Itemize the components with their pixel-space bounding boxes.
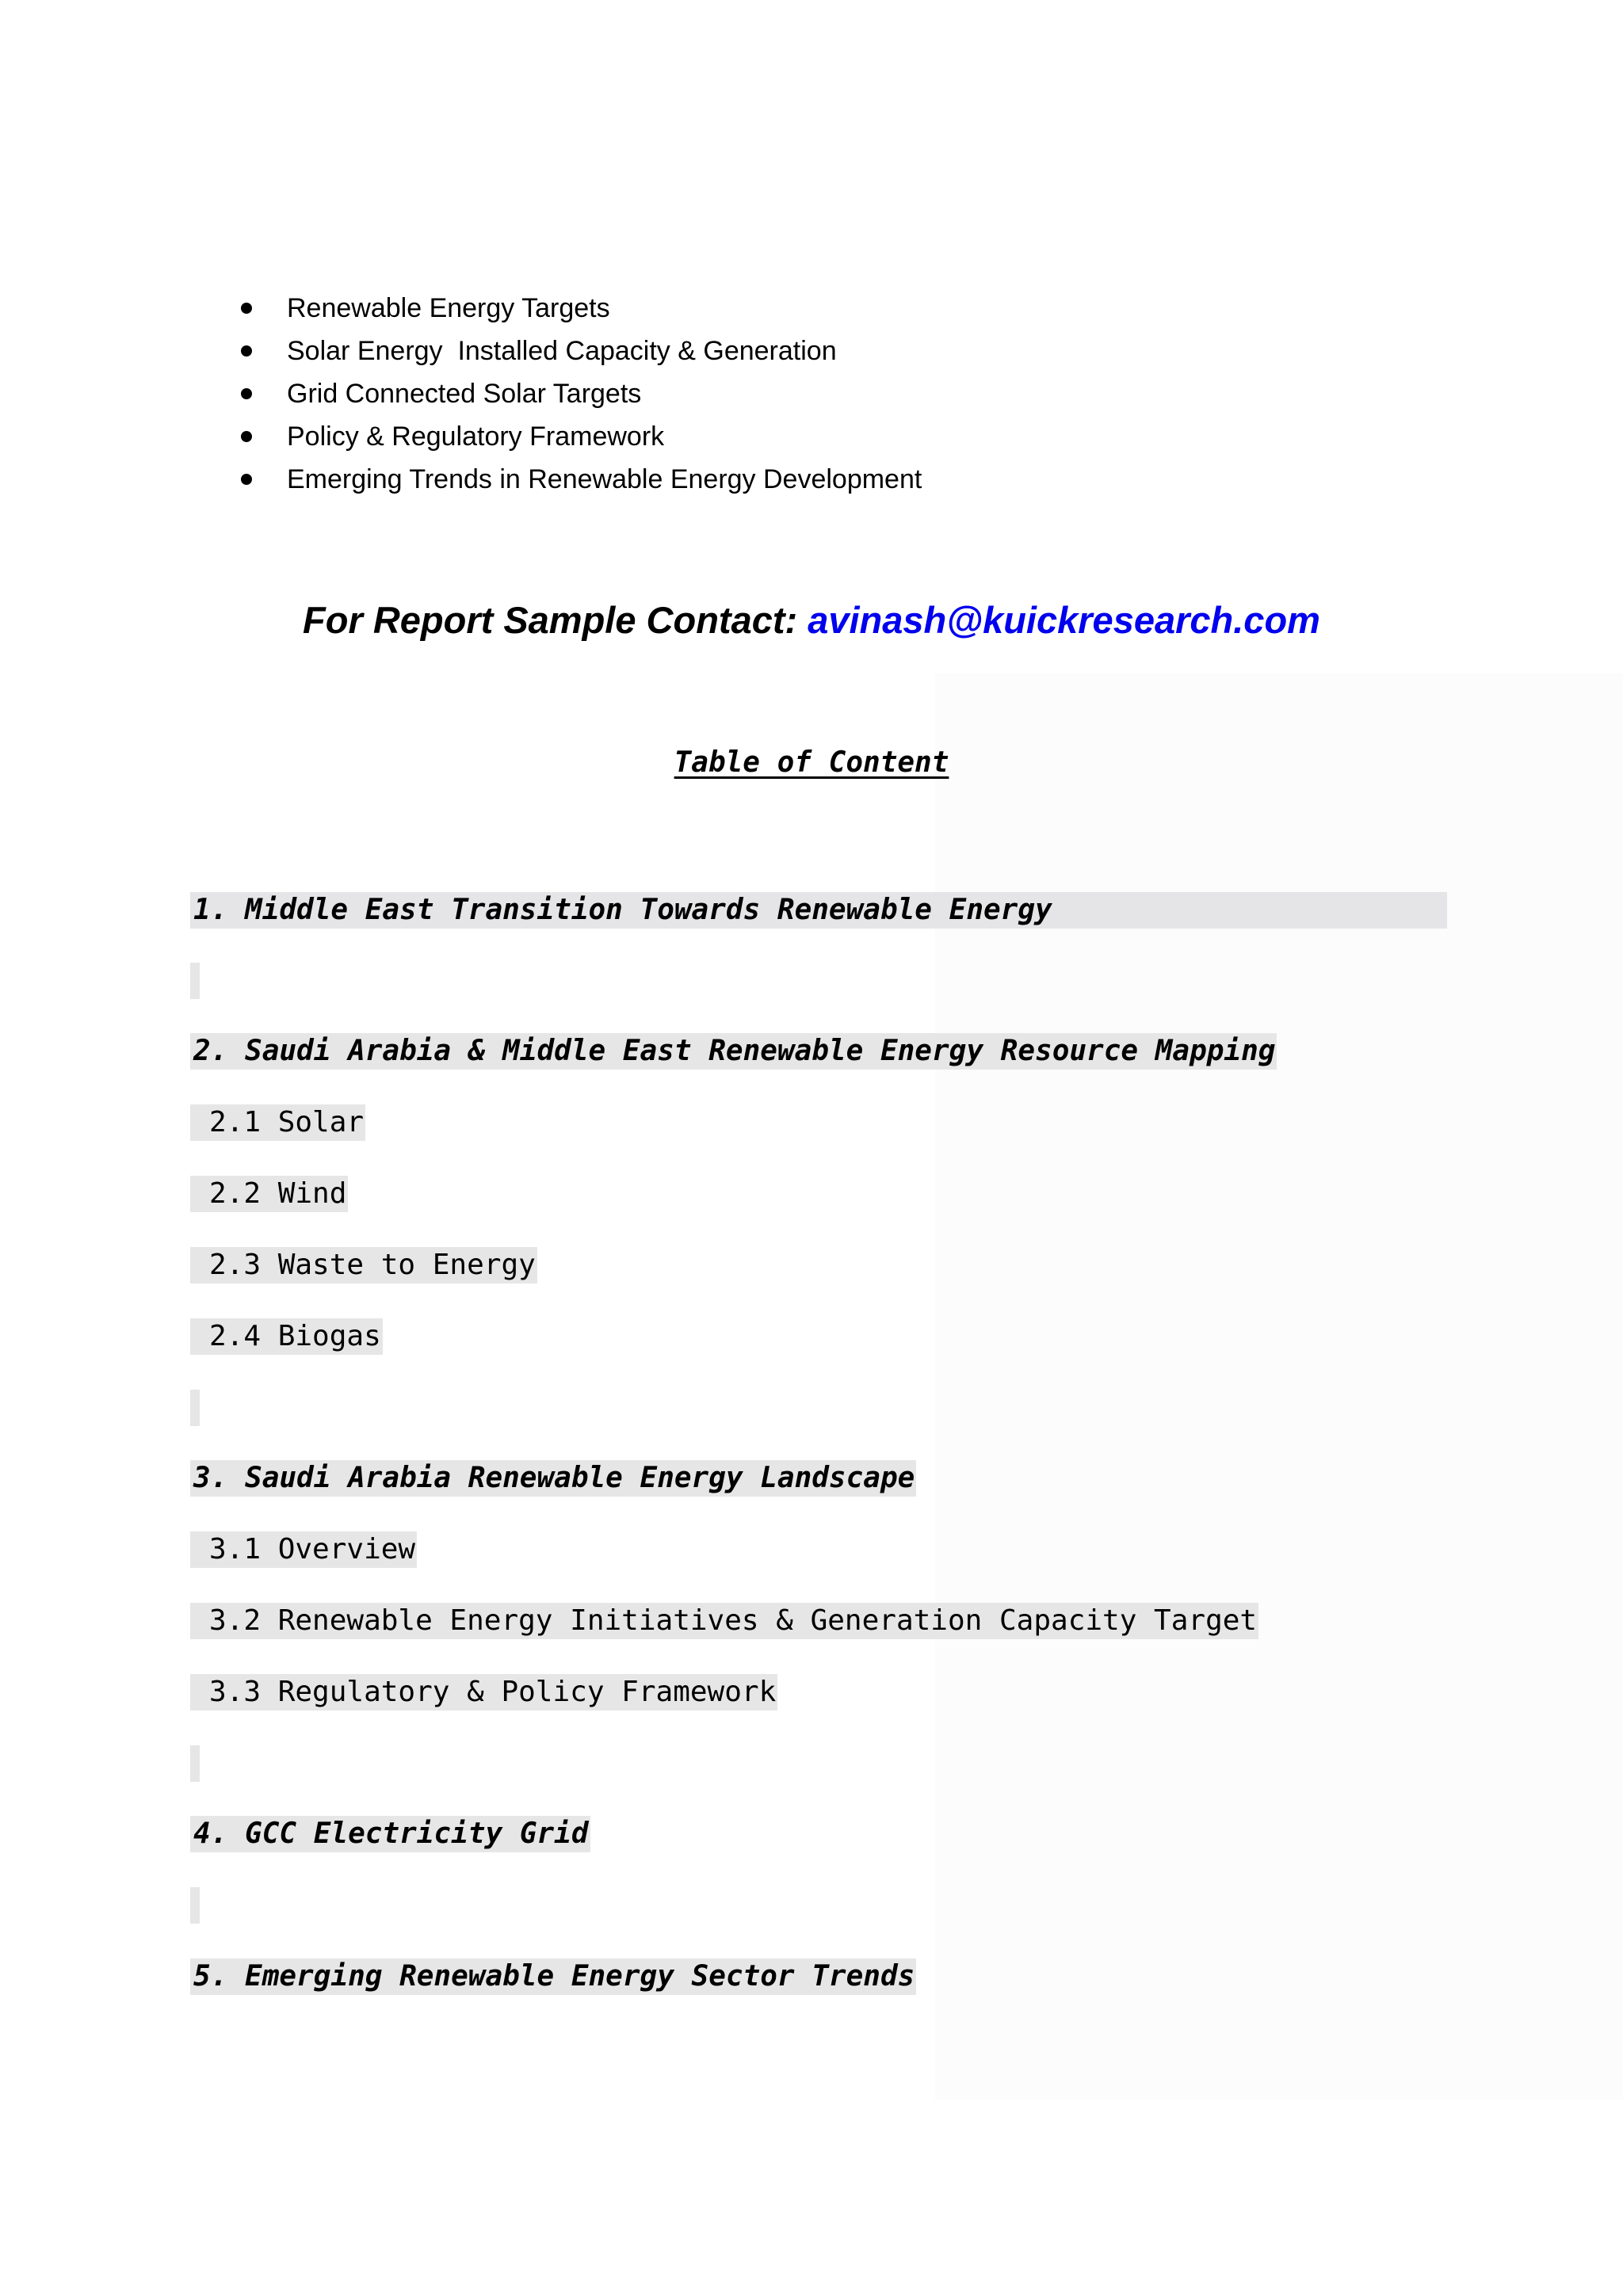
empty-line-marker bbox=[190, 963, 200, 999]
toc-heading-5: 5. Emerging Renewable Energy Sector Trends bbox=[190, 1958, 916, 1995]
toc-item-3-3: 3.3 Regulatory & Policy Framework bbox=[190, 1674, 777, 1711]
toc-item-2-2: 2.2 Wind bbox=[190, 1176, 348, 1212]
list-item-label: Grid Connected Solar Targets bbox=[287, 379, 642, 409]
contact-email-link[interactable]: avinash@kuickresearch.com bbox=[808, 599, 1320, 641]
empty-line-marker bbox=[190, 1745, 200, 1782]
contact-label: For Report Sample Contact: bbox=[303, 599, 808, 641]
page-background-tint bbox=[935, 673, 1623, 2100]
bullet-icon bbox=[241, 303, 252, 314]
list-item-label: Emerging Trends in Renewable Energy Development bbox=[287, 464, 922, 494]
bullet-icon bbox=[241, 388, 252, 399]
highlights-list bbox=[238, 287, 922, 501]
toc-heading-3: 3. Saudi Arabia Renewable Energy Landscape bbox=[190, 1460, 916, 1497]
list-item bbox=[238, 330, 922, 372]
empty-line-marker bbox=[190, 1390, 200, 1426]
list-item-label: Solar Energy Installed Capacity & Generation bbox=[287, 336, 837, 366]
toc-heading-2: 2. Saudi Arabia & Middle East Renewable Energy Resource Mapping bbox=[190, 1033, 1277, 1070]
toc-heading-4: 4. GCC Electricity Grid bbox=[190, 1816, 590, 1852]
list-item-label: Renewable Energy Targets bbox=[287, 293, 610, 323]
report-contact-line bbox=[0, 598, 1623, 642]
toc-item-2-3: 2.3 Waste to Energy bbox=[190, 1247, 537, 1283]
toc-item-2-4: 2.4 Biogas bbox=[190, 1318, 383, 1355]
toc-item-2-1: 2.1 Solar bbox=[190, 1104, 365, 1141]
list-item-label: Policy & Regulatory Framework bbox=[287, 421, 665, 452]
toc-title: Table of Content bbox=[674, 746, 949, 779]
list-item bbox=[238, 287, 922, 330]
bullet-icon bbox=[241, 474, 252, 485]
empty-line-marker bbox=[190, 1887, 200, 1924]
toc-item-3-2: 3.2 Renewable Energy Initiatives & Generation Capacity Target bbox=[190, 1603, 1258, 1639]
list-item bbox=[238, 415, 922, 458]
toc-item-3-1: 3.1 Overview bbox=[190, 1531, 417, 1568]
list-item bbox=[238, 372, 922, 415]
list-item bbox=[238, 458, 922, 501]
toc-heading-1: 1. Middle East Transition Towards Renewable Energy bbox=[190, 892, 1447, 929]
bullet-icon bbox=[241, 345, 252, 357]
bullet-icon bbox=[241, 431, 252, 442]
